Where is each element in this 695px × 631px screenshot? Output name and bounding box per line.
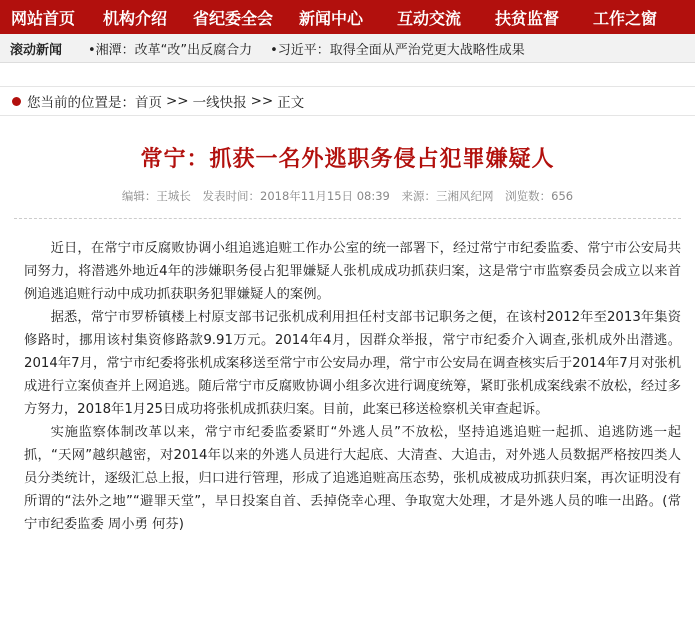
breadcrumb bbox=[0, 86, 695, 116]
article-paragraph: 实施监察体制改革以来，常宁市纪委监委紧盯“外逃人员”不放松，坚持追逃追赃一起抓、追逃防逃一起抓，“天网”越织越密，对2014年以来的外逃人员进行大起底、大清查、大追击，对外逃人员数据严格按四类人员分类统计，逐级汇总上报，归口进行管理，形成了追逃追赃高压态势，张机成被成功抓获归案，再次证明没有所谓的“法外之地”“避罪天堂”，早日投案自首、丢掉侥幸心理、争取宽大处理，才是外逃人员的唯一出路。(常宁市纪委监委 周小勇 何芬) bbox=[24, 425, 681, 532]
article-title: 常宁：抓获一名外逃职务侵占犯罪嫌疑人 bbox=[140, 147, 555, 172]
article-paragraph: 据悉，常宁市罗桥镇楼上村原支部书记张机成利用担任村支部书记职务之便，在该村2012年至2013年集资修路时，挪用该村集资修路款9.91万元。2014年4月，因群众举报，常宁市纪委介入调查,张机成外出潜逃。2014年7月，常宁市纪委将张机成案移送至常宁市公安局办理，常宁市公安局在调查核实后于2014年7月对张机成进行立案侦查并上网追逃。随后常宁市反腐败协调小组多次进行调度统筹，紧盯张机成案线索不放松，经过多方努力，2018年1月25日成功将张机成抓获归案。目前，此案已移送检察机关审查起诉。 bbox=[24, 310, 681, 417]
meta-views: 浏览数：656 bbox=[505, 189, 574, 203]
meta-editor: 编辑：王城长 bbox=[121, 189, 191, 203]
breadcrumb-prefix: 您当前的位置是： bbox=[27, 95, 135, 111]
main-nav bbox=[0, 0, 695, 34]
nav-item-work[interactable]: 工作之窗 bbox=[592, 8, 657, 28]
nav-item-poverty[interactable]: 扶贫监督 bbox=[494, 8, 559, 28]
ticker-label: 滚动新闻 bbox=[10, 42, 63, 58]
news-ticker bbox=[0, 34, 695, 63]
meta-time: 发表时间：2018年11月15日 08:39 bbox=[202, 189, 390, 203]
article-meta bbox=[0, 188, 695, 204]
breadcrumb-separator: >> bbox=[250, 93, 274, 109]
ticker-item[interactable]: •习近平：取得全面从严治党更大战略性成果 bbox=[270, 42, 525, 58]
breadcrumb-separator: >> bbox=[166, 93, 189, 109]
spacer bbox=[0, 63, 695, 86]
nav-item-plenary[interactable]: 省纪委全会 bbox=[192, 8, 273, 28]
article-paragraph: 近日，在常宁市反腐败协调小组追逃追赃工作办公室的统一部署下，经过常宁市纪委监委、常宁市公安局共同努力，将潜逃外地近4年的涉嫌职务侵占犯罪嫌疑人张机成成功抓获归案，这是常宁市监察委员会成立以来首例追逃追赃行动中成功抓获职务犯罪嫌疑人的案例。 bbox=[24, 241, 681, 302]
ticker-items bbox=[88, 39, 543, 58]
nav-item-about[interactable]: 机构介绍 bbox=[102, 8, 167, 28]
article-body bbox=[0, 219, 695, 536]
nav-item-news[interactable]: 新闻中心 bbox=[298, 8, 363, 28]
location-dot-icon bbox=[12, 97, 21, 106]
breadcrumb-home[interactable]: 首页 bbox=[135, 95, 162, 111]
breadcrumb-current: 正文 bbox=[277, 95, 305, 111]
ticker-item[interactable]: •湘潭：改革“改”出反腐合力 bbox=[88, 42, 253, 58]
breadcrumb-category[interactable]: 一线快报 bbox=[192, 95, 247, 111]
nav-item-home[interactable]: 网站首页 bbox=[10, 8, 75, 28]
nav-item-interaction[interactable]: 互动交流 bbox=[396, 8, 461, 28]
meta-source: 来源：三湘风纪网 bbox=[401, 189, 494, 203]
